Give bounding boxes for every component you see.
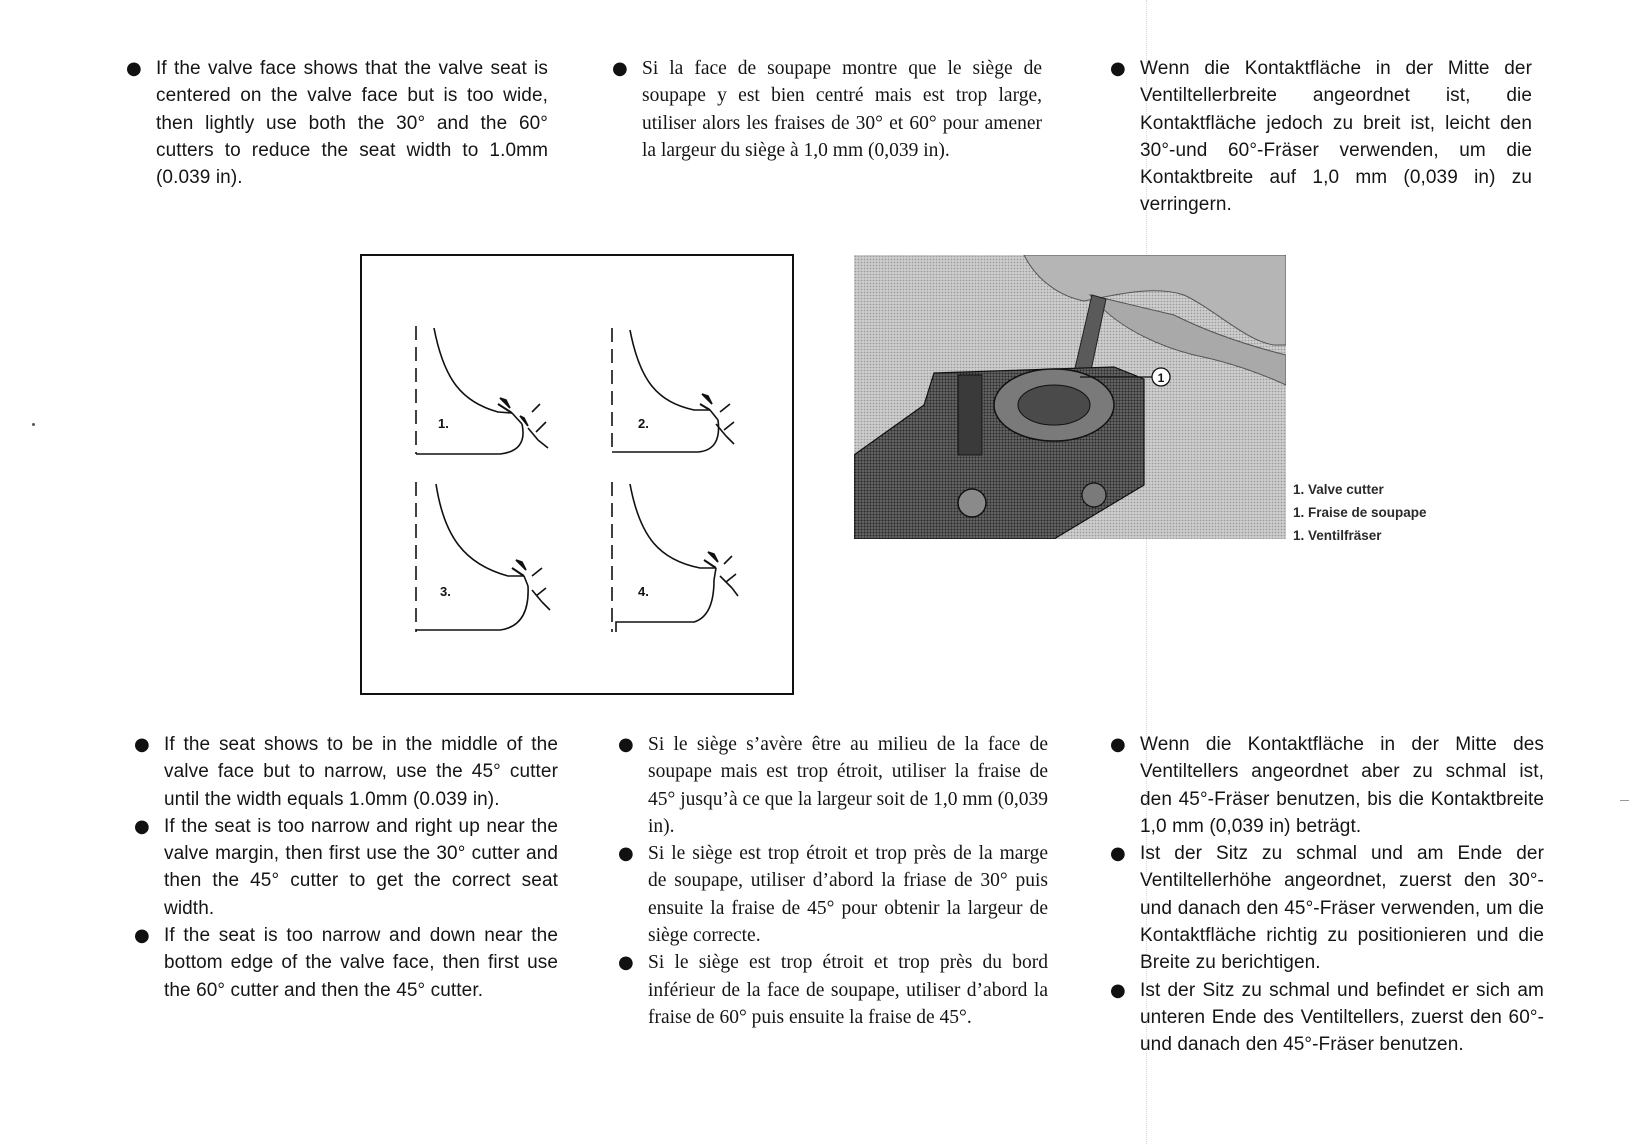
bullet-icon: ●: [134, 815, 150, 837]
bullet-icon: ●: [1110, 58, 1126, 79]
bottom-french-text-2: Si le siège est trop étroit et trop près de la marge de soupape, utiliser d’abord la friase de 30° puis ensuite la fraise de 45° pour obtenir la largeur de siège correcte.: [648, 843, 1048, 947]
top-english-item: [126, 55, 548, 191]
bullet-icon: ●: [126, 58, 142, 79]
caption-french: 1. Fraise de soupape: [1293, 505, 1427, 520]
valve-seat-diagram: [360, 254, 794, 695]
bottom-french-text-1: Si le siège s’avère être au milieu de la face de soupape mais est trop étroit, utiliser la fraise de 45° jusqu’à ce que la largeur soit de 1,0 mm (0,039 in).: [648, 734, 1048, 837]
valve-seat-diagram-svg: [360, 254, 794, 695]
diagram-label-4: 4.: [638, 584, 649, 599]
bottom-german-text-3: Ist der Sitz zu schmal und befindet er sich am unteren Ende des Ventiltellers, zuerst den 60°-und danach den 45°-Fräser benutzen.: [1140, 979, 1544, 1056]
bullet-icon: ●: [618, 843, 634, 865]
bullet-icon: ●: [612, 58, 628, 79]
scan-mark: [1620, 800, 1629, 801]
bullet-icon: ●: [1110, 979, 1126, 1001]
bottom-english-text-1: If the seat shows to be in the middle of the valve face but to narrow, use the 45° cutter until the width equals 1.0mm (0.039 in).: [164, 734, 558, 810]
valve-cutter-photo: [854, 255, 1286, 539]
bullet-icon: ●: [134, 734, 150, 755]
diagram-label-1: 1.: [438, 416, 449, 431]
top-english-column: [126, 55, 548, 191]
top-french-column: [612, 55, 1042, 164]
bottom-english-item: [134, 922, 558, 1004]
bottom-french-item: [618, 731, 1048, 840]
bottom-german-text-1: Wenn die Kontaktfläche in der Mitte des Ventiltellers angeordnet aber zu schmal ist, den 45°-Fräser benutzen, bis die Kontaktbreite 1,0 mm (0,039 in) beträgt.: [1140, 734, 1544, 837]
bullet-icon: ●: [1110, 734, 1126, 755]
top-german-item: [1110, 55, 1532, 219]
bullet-icon: ●: [1110, 843, 1126, 865]
valve-cutter-photo-svg: [854, 255, 1286, 539]
photo-caption: [1293, 478, 1427, 547]
bottom-french-text-3: Si le siège est trop étroit et trop près du bord inférieur de la face de soupape, utiliser d’abord la fraise de 60° puis ensuite la fraise de 45°.: [648, 952, 1048, 1028]
bottom-french-item: [618, 949, 1048, 1031]
caption-german: 1. Ventilfräser: [1293, 528, 1382, 543]
bottom-german-item: [1110, 731, 1544, 840]
bottom-english-column: [134, 731, 558, 1004]
top-german-column: [1110, 55, 1532, 219]
bottom-english-item: [134, 813, 558, 922]
bottom-german-item: [1110, 977, 1544, 1059]
diagram-label-3: 3.: [440, 584, 451, 599]
bottom-german-item: [1110, 840, 1544, 976]
top-french-item: [612, 55, 1042, 164]
bottom-english-text-3: If the seat is too narrow and down near the bottom edge of the valve face, then first use the 60° cutter and then the 45° cutter.: [164, 925, 558, 1001]
diagram-label-2: 2.: [638, 416, 649, 431]
bottom-french-column: [618, 731, 1048, 1031]
bottom-english-text-2: If the seat is too narrow and right up near the valve margin, then first use the 30° cutter and then the 45° cutter to get the correct seat width.: [164, 815, 558, 919]
bottom-french-item: [618, 840, 1048, 949]
bullet-icon: ●: [618, 952, 634, 974]
bottom-german-column: [1110, 731, 1544, 1059]
top-english-text: If the valve face shows that the valve seat is centered on the valve face but is too wide, then lightly use both the 30° and the 60° cutters to reduce the seat width to 1.0mm (0.039 in).: [156, 58, 548, 189]
bottom-german-text-2: Ist der Sitz zu schmal und am Ende der Ventiltellerhöhe angeordnet, zuerst den 30°-und danach den 45°-Fräser verwenden, um die Kontaktfläche richtig zu positionieren und die Breite zu berichtigen.: [1140, 843, 1544, 974]
bullet-icon: ●: [134, 925, 150, 947]
photo-callout-number: 1: [1157, 371, 1165, 385]
scan-speck: [32, 423, 35, 426]
caption-english: 1. Valve cutter: [1293, 482, 1384, 497]
bullet-icon: ●: [618, 734, 634, 755]
top-german-text: Wenn die Kontaktfläche in der Mitte der Ventiltellerbreite angeordnet ist, die Kontaktfläche jedoch zu breit ist, leicht den 30°-und 60°-Fräser verwenden, um die Kontaktbreite auf 1,0 mm (0,039 in) zu verringern.: [1140, 58, 1532, 216]
top-french-text: Si la face de soupape montre que le siège de soupape y est bien centré mais est trop large, utiliser alors les fraises de 30° et 60° pour amener la largeur du siège à 1,0 mm (0,039 in).: [642, 58, 1042, 161]
bottom-english-item: [134, 731, 558, 813]
